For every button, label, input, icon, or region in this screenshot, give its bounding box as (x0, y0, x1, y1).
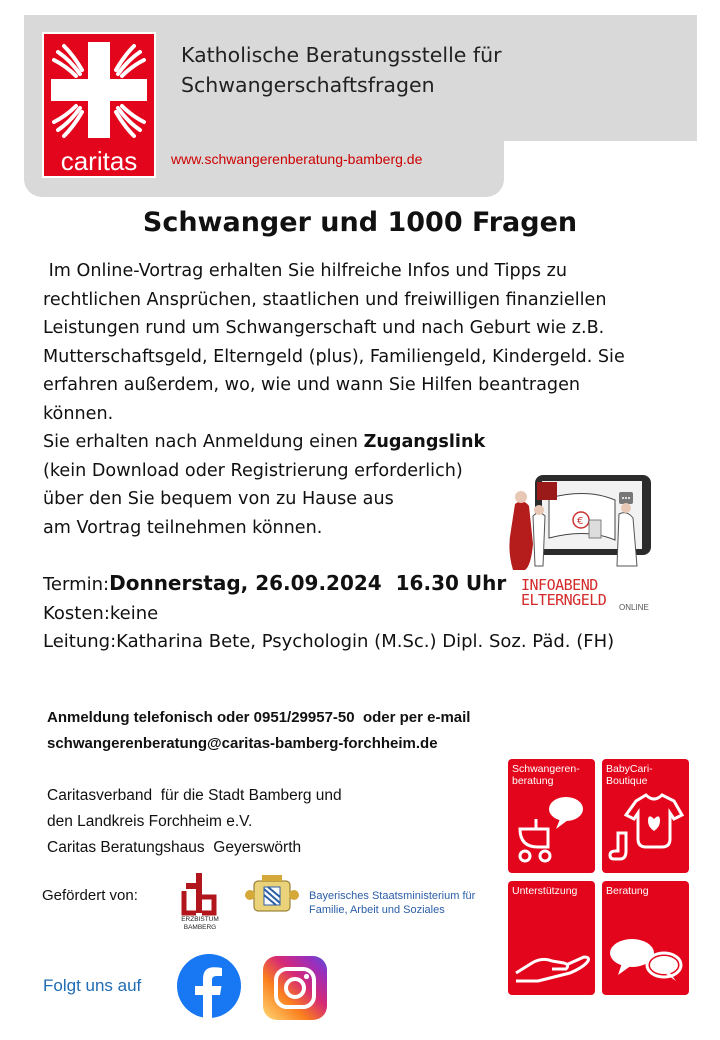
caritas-flame-cross-icon (44, 34, 154, 146)
funding-label: Gefördert von: (42, 887, 138, 904)
org-title-line-1: Katholische Beratungsstelle für (181, 43, 502, 67)
page-title: Schwanger und 1000 Fragen (142, 207, 578, 238)
caption-line-1: INFOABEND (521, 576, 598, 594)
registration-email[interactable]: schwangerenberatung@caritas-bamberg-forchheim.de (47, 735, 438, 752)
access-line-1 (43, 428, 485, 457)
termin-line (43, 571, 506, 595)
caritas-logo (42, 32, 156, 178)
tile-beratung[interactable] (602, 881, 689, 995)
website-link[interactable]: www.schwangerenberatung-bamberg.de (171, 151, 423, 167)
intro-line: rechtlichen Ansprüchen, staatlichen und freiwilligen finanziellen (43, 289, 607, 310)
erzbistum-line-1: ERZBISTUM (181, 916, 219, 923)
access-paragraph (43, 428, 485, 542)
instagram-icon[interactable] (262, 955, 328, 1021)
org-line-3: Caritas Beratungshaus Geyerswörth (47, 839, 302, 856)
org-line-1: Caritasverband für die Stadt Bamberg und (47, 787, 342, 804)
tile-label-line: BabyCari- (606, 763, 653, 775)
chat-bubbles-icon (602, 881, 689, 995)
access-link-word: Zugangslink (363, 432, 486, 452)
org-line-2: den Landkreis Forchheim e.V. (47, 813, 253, 830)
registration-phone: Anmeldung telefonisch oder 0951/29957-50 oder per e-mail (47, 709, 471, 726)
logo-wordmark: caritas (60, 146, 138, 176)
kosten-line: Kosten:keine (43, 603, 159, 624)
ministry-text (309, 889, 475, 917)
intro-line: erfahren außerdem, wo, wie und wann Sie Hilfen beantragen (43, 375, 581, 396)
ministry-line-2: Familie, Arbeit und Soziales (309, 904, 445, 916)
intro-line: können. (43, 403, 114, 424)
svg-text:€: € (577, 516, 584, 527)
bavarian-coat-of-arms-icon (244, 875, 300, 917)
organization-title (181, 40, 661, 100)
infoabend-caption (521, 578, 606, 608)
follow-label: Folgt uns auf (43, 976, 142, 995)
access-line-2: (kein Download oder Registrierung erforderlich) (43, 460, 463, 481)
caption-line-2: ELTERNGELD (521, 591, 607, 609)
registration-info (47, 705, 470, 757)
ministry-line-1: Bayerisches Staatsministerium für (309, 890, 476, 902)
baby-bodysuit-icon (602, 759, 689, 873)
tile-babycari-boutique[interactable] (602, 759, 689, 873)
facebook-icon[interactable] (176, 953, 242, 1019)
tile-label-line: Schwangeren- (512, 763, 580, 775)
access-text: Sie erhalten nach Anmeldung einen (43, 432, 364, 452)
intro-line: Leistungen rund um Schwangerschaft und nach Geburt wie z.B. (43, 318, 605, 339)
erzbistum-text (172, 916, 228, 932)
access-line-3: über den Sie bequem von zu Hause aus (43, 489, 394, 510)
termin-value: Donnerstag, 26.09.2024 16.30 Uhr (109, 571, 507, 595)
tile-schwangerenberatung[interactable] (508, 759, 595, 873)
tile-label-line: beratung (512, 775, 554, 787)
stroller-speech-bubble-icon (508, 759, 595, 873)
intro-paragraph (43, 257, 625, 429)
tile-unterstuetzung[interactable] (508, 881, 595, 995)
helping-hand-icon (508, 881, 595, 995)
intro-line: Mutterschaftsgeld, Elterngeld (plus), Familiengeld, Kindergeld. Sie (43, 346, 625, 367)
organization-address (47, 783, 342, 861)
org-title-line-2: Schwangerschaftsfragen (181, 73, 435, 97)
tile-label-line: Boutique (606, 775, 648, 787)
leitung-line: Leitung:Katharina Bete, Psychologin (M.Sc.) Dipl. Soz. Päd. (FH) (43, 631, 615, 652)
access-line-4: am Vortrag teilnehmen können. (43, 517, 323, 538)
tile-label: Unterstützung (512, 885, 578, 897)
intro-line: Im Online-Vortrag erhalten Sie hilfreiche Infos und Tipps zu (43, 261, 568, 281)
termin-label: Termin: (43, 574, 110, 595)
erzbistum-line-2: BAMBERG (183, 924, 217, 931)
caption-online: ONLINE (619, 603, 649, 612)
tile-label: Beratung (606, 885, 649, 897)
